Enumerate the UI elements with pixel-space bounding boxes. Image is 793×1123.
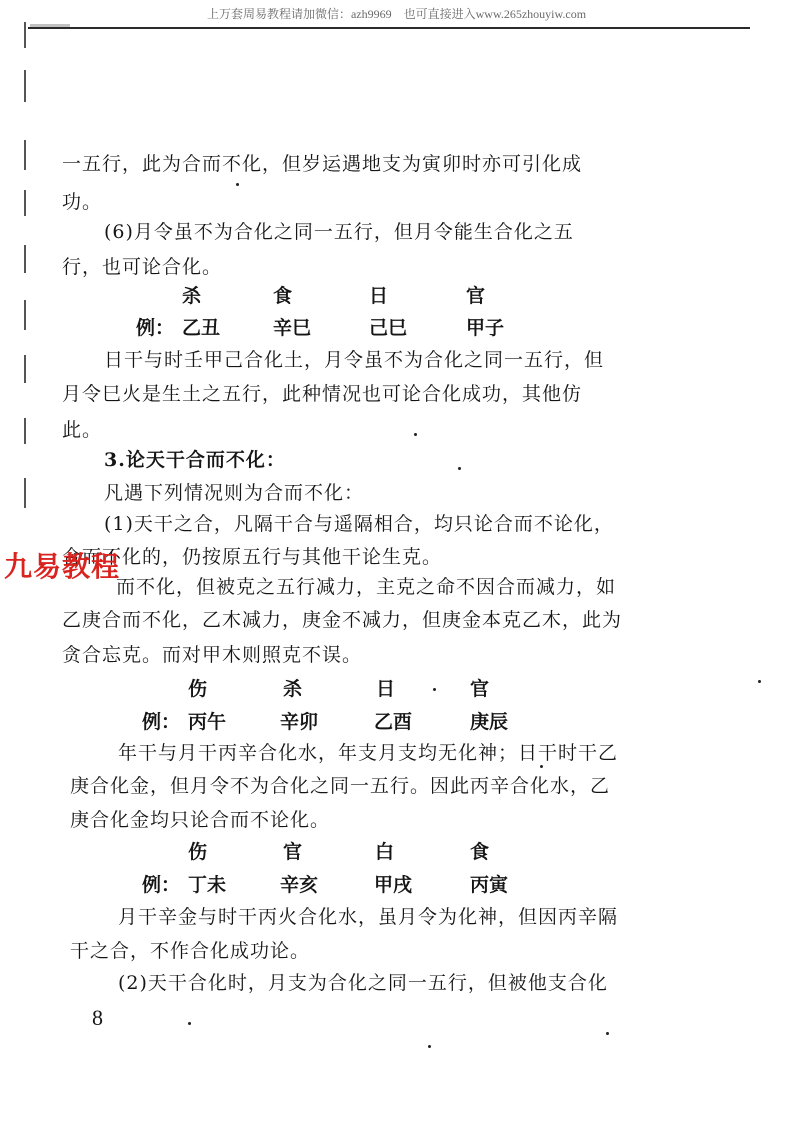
binding-mark (24, 300, 26, 330)
pillar: 己巳 (369, 317, 408, 339)
scan-speck (458, 467, 461, 470)
god-label: 食 (470, 841, 490, 863)
body-line: 年干与月干丙辛合化水，年支月支均无化神；日干时干乙 (118, 742, 619, 764)
body-line: 月令巳火是生土之五行，此种情况也可论合化成功，其他仿 (62, 383, 583, 405)
pillar: 丙寅 (470, 874, 509, 896)
body-line: 庚合化金均只论合而不论化。 (70, 809, 331, 831)
pillar: 丁未 (188, 874, 227, 896)
body-line: 日干与时壬甲己合化土，月令虽不为合化之同一五行，但 (104, 349, 605, 371)
scan-speck (188, 1022, 191, 1025)
god-label: 日 (369, 285, 389, 307)
binding-mark (24, 478, 26, 508)
scan-speck (428, 1045, 431, 1048)
body-line: (1)天干之合，凡隔干合与遥隔相合，均只论合而不论化， (104, 513, 614, 535)
top-rule (28, 27, 750, 29)
body-line: 合而不化的，仍按原五行与其他干论生克。 (62, 546, 443, 568)
binding-mark (24, 70, 26, 102)
header-note: 上万套周易教程请加微信：azh9969 也可直接进入www.265zhouyiw.com (206, 7, 587, 21)
god-label: 杀 (182, 285, 202, 307)
body-line: 一五行，此为合而不化，但岁运遇地支为寅卯时亦可引化成 (62, 153, 583, 175)
scan-speck (758, 680, 761, 683)
section-heading: 3.论天干合而不化： (104, 449, 286, 471)
binding-mark (24, 190, 26, 216)
body-line: 功。 (62, 191, 103, 213)
god-label: 伤 (188, 841, 208, 863)
pillar: 甲戌 (374, 874, 413, 896)
body-line: 乙庚合而不化，乙木减力，庚金不减力，但庚金本克乙木，此为 (62, 609, 623, 631)
pillar: 甲子 (466, 317, 505, 339)
pillar: 庚辰 (470, 711, 509, 733)
example-label: 例： (136, 317, 175, 339)
body-line: (2)天干合化时，月支为合化之同一五行，但被他支合化 (118, 972, 608, 994)
god-label: 日 (376, 678, 396, 700)
example-label: 例： (142, 711, 181, 733)
body-line: 行，也可论合化。 (62, 256, 223, 278)
body-line: 干之合，不作合化成功论。 (70, 940, 311, 962)
body-line: 而不化，但被克之五行减力，主克之命不因合而减力，如 (116, 576, 617, 598)
god-label: 伤 (188, 678, 208, 700)
god-label: 官 (283, 841, 303, 863)
pillar: 乙丑 (182, 317, 221, 339)
god-label: 白 (375, 841, 395, 863)
pillar: 辛亥 (280, 874, 319, 896)
body-line: 凡遇下列情况则为合而不化： (104, 482, 365, 504)
scan-speck (236, 183, 239, 186)
body-line: 此。 (62, 419, 103, 441)
body-line: (6)月令虽不为合化之同一五行，但月令能生合化之五 (104, 221, 574, 243)
scan-speck (540, 765, 543, 768)
body-line: 贪合忘克。而对甲木则照克不误。 (62, 644, 363, 666)
scan-speck (606, 1032, 609, 1035)
god-label: 官 (470, 678, 490, 700)
example-label: 例： (142, 874, 181, 896)
body-line: 庚合化金，但月令不为合化之同一五行。因此丙辛合化水，乙 (70, 775, 611, 797)
body-line: 月干辛金与时干丙火合化水，虽月令为化神，但因丙辛隔 (118, 906, 619, 928)
scan-speck (414, 433, 417, 436)
god-label: 杀 (283, 678, 303, 700)
binding-mark (24, 140, 26, 170)
binding-mark (24, 355, 26, 383)
binding-mark (24, 418, 26, 444)
god-label: 食 (273, 285, 293, 307)
pillar: 辛卯 (280, 711, 319, 733)
pillar: 乙酉 (374, 711, 413, 733)
watermark-logo: 九易教程 (4, 550, 121, 583)
binding-mark (24, 245, 26, 273)
binding-mark (24, 22, 26, 48)
god-label: 官 (466, 285, 486, 307)
scan-speck (433, 688, 436, 691)
pillar: 丙午 (188, 711, 227, 733)
pillar: 辛巳 (273, 317, 312, 339)
page-number: 8 (92, 1005, 103, 1030)
